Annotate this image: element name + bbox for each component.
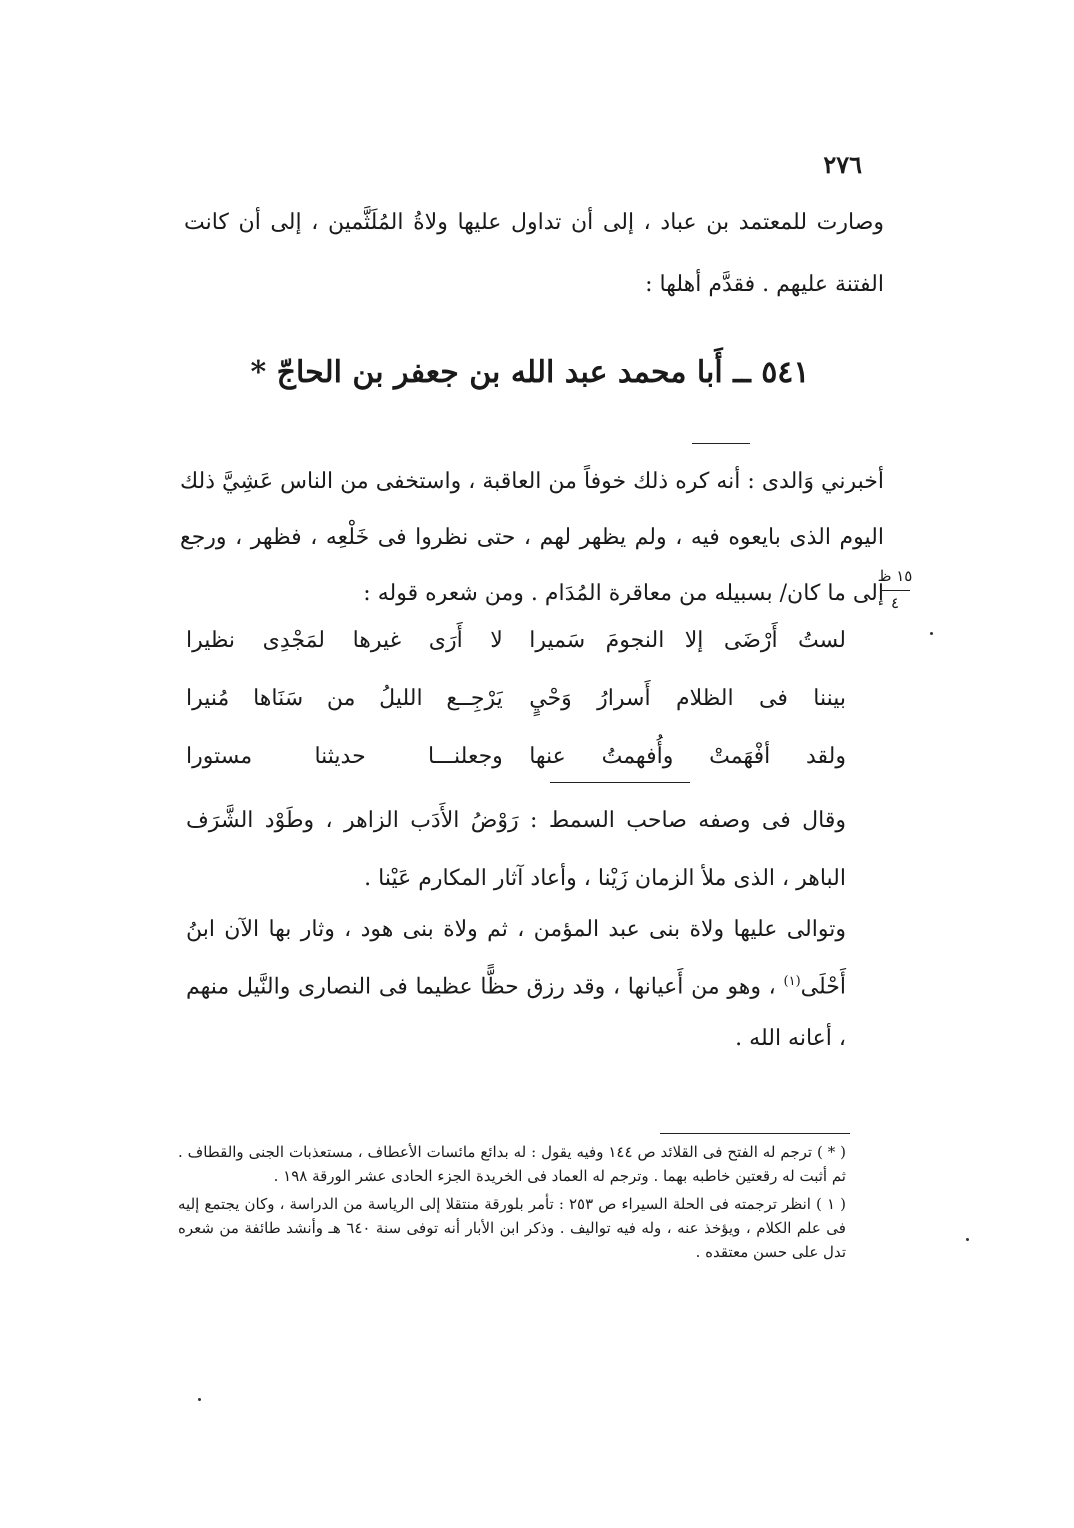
scan-speck: [198, 1398, 201, 1401]
page-number: ٢٧٦: [823, 150, 862, 179]
verse-line: [186, 612, 846, 670]
footnote-one: ( ١ ) انظر ترجمته فى الحلة السيراء ص ٢٥٣ : تأمر بلورقة منتقلا إلى الرياسة من الدراسة ، وكان يجتمع إليه فى علم الكلام ، ويؤخذ عنه ، وله فيه تواليف . وذكر ابن الأبار أنه توفى سنة ٦٤٠ هـ وأنشد طائفة من شعره تدل على حسن معتقده .: [178, 1195, 847, 1261]
hemistich-second: وجعلنـــا حديثنا مستورا: [186, 744, 503, 769]
heading-divider: [692, 443, 750, 444]
praise-paragraph: وقال فى وصفه صاحب السمط : رَوْضُ الأَدَب الزاهر ، وطَوْد الشَّرَف الباهر ، الذى ملأ الزمان زَيْنا ، وأعاد آثار المكارم عَيْنا .: [186, 808, 846, 891]
hemistich-second: لا أَرَى غيرها لمَجْدِى نظيرا: [186, 628, 503, 653]
scan-speck: [930, 632, 933, 635]
folio-number: ١٥ ظ: [877, 567, 913, 585]
manuscript-folio-note: [868, 566, 922, 613]
footnote-marker: (١): [783, 974, 801, 989]
verse-line: [186, 670, 846, 728]
verse-line: [186, 728, 846, 786]
succession-text-rest: ، وهو من أَعيانها ، وقد رزق حظًّا عظيما فى النصارى والنَّيل منهم ، أعانه الله .: [186, 974, 846, 1052]
folio-fraction: ٤: [880, 590, 910, 613]
footnote-star: ( * ) ترجم له الفتح فى القلائد ص ١٤٤ وفيه يقول : له بدائع مائسات الأعطاف ، مستعذبات الجنى والقطاف . ثم أثبت له رقعتين خاطبه بهما . وترجم له العماد فى الخريدة الجزء الحادى عشر الورقة ١٩٨ .: [178, 1143, 846, 1185]
intro-paragraph: وصارت للمعتمد بن عباد ، إلى أن تداول عليها ولاةُ المُلَثَّمين ، إلى أن كانت الفتنة عليهم . فقدَّم أهلها :: [184, 210, 885, 297]
footnotes: [178, 1140, 846, 1268]
hemistich-first: بيننا فى الظلام أَسرارُ وَحْيٍ: [529, 686, 846, 711]
hemistich-first: ولقد أفْهَمتْ وأُفهمتُ عنها: [529, 744, 846, 769]
succession-paragraph: [186, 904, 846, 1065]
poem-divider: [550, 782, 690, 783]
hemistich-first: لستُ أَرْضَى إلا النجومَ سَميرا: [529, 628, 846, 653]
poem: [186, 612, 846, 786]
succession-text: وتوالى عليها ولاة بنى عبد المؤمن ، ثم ولاة بنى هود ، وثار بها الآن ابنُ أَحْلَى: [186, 917, 846, 1000]
hemistich-second: يَرْجِــع الليلُ من سَنَاها مُنيرا: [186, 686, 503, 711]
entry-narrative: أخبرني وَالدى : أنه كره ذلك خوفاً من العاقبة ، واستخفى من الناس عَشِيَّ ذلك اليوم الذى بايعوه فيه ، ولم يظهر لهم ، حتى نظروا فى خَلْعِه ، فظهر ، ورجع إلى ما كان/ بسبيله من معاقرة المُدَام . ومن شعره قوله :: [180, 469, 884, 606]
footnote-separator: [660, 1133, 850, 1134]
entry-heading: ٥٤١ ــ أَبا محمد عبد الله بن جعفر بن الحاجّ *: [250, 355, 810, 390]
scan-speck: [966, 1238, 969, 1241]
